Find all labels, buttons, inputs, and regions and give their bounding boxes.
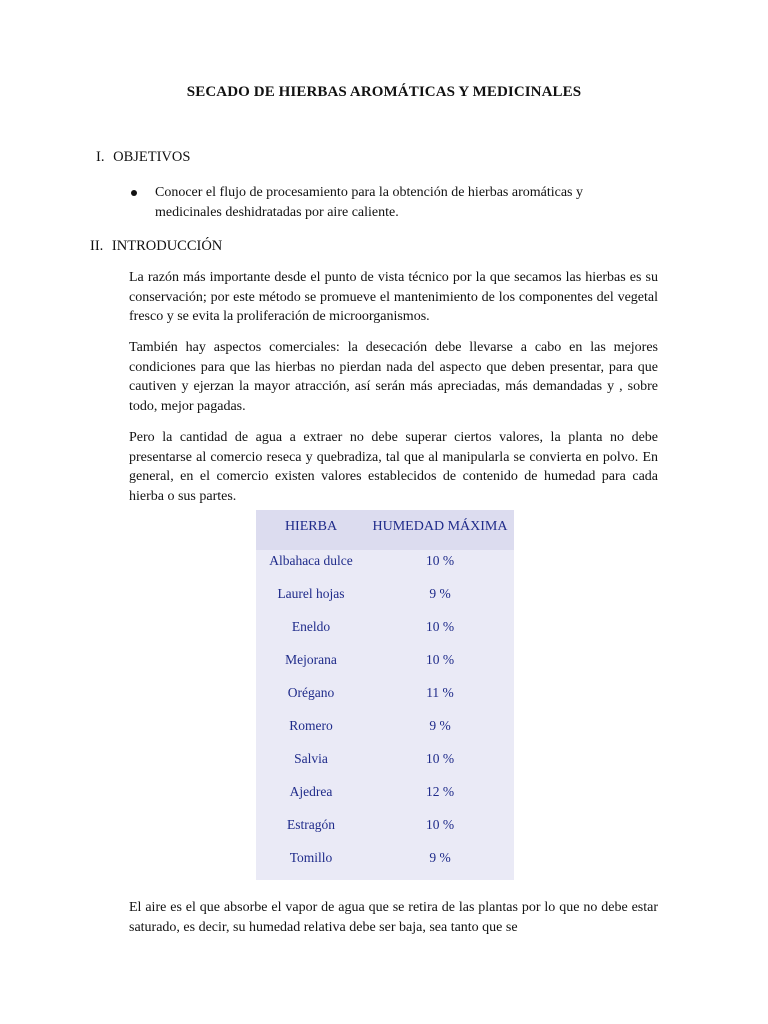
intro-paragraph: También hay aspectos comerciales: la desecación debe llevarse a cabo en las mejores condiciones para que las hierbas no pierdan nada del aspecto que deben presentar, para que cautiven y ejerzan la mayor atracción, así serán más apreciadas, más demandadas y , sobre todo, mejor pagadas. bbox=[129, 340, 658, 414]
table-cell-herb: Ajedrea bbox=[289, 784, 333, 799]
table-cell-humidity: 10 % bbox=[425, 751, 455, 766]
intro-paragraph: Pero la cantidad de agua a extraer no debe superar ciertos valores, la planta no debe presentarse al comercio reseca y quebradiza, tal que al manipularla se convierta en polvo. En general, en el comercio existen valores establecidos de contenido de humedad para cada hierba o sus partes. bbox=[129, 430, 658, 504]
table-cell-herb: Romero bbox=[289, 718, 333, 733]
table-cell-humidity: 12 % bbox=[425, 784, 455, 799]
table-cell-humidity: 9 % bbox=[429, 718, 451, 733]
intro-paragraph: El aire es el que absorbe el vapor de agua que se retira de las plantas por lo que no debe estar saturado, es decir, su humedad relativa debe ser baja, sea tanto que se bbox=[129, 900, 658, 935]
table-cell-humidity: 11 % bbox=[426, 685, 454, 700]
section-title: INTRODUCCIÓN bbox=[111, 238, 223, 254]
section-title: OBJETIVOS bbox=[113, 149, 191, 165]
table-cell-humidity: 9 % bbox=[429, 850, 451, 865]
table-cell-herb: Salvia bbox=[294, 751, 328, 766]
table-cell-herb: Tomillo bbox=[289, 850, 333, 865]
table-cell-humidity: 10 % bbox=[425, 817, 455, 832]
table-cell-humidity: 10 % bbox=[425, 652, 455, 667]
document-title: SECADO DE HIERBAS AROMÁTICAS Y MEDICINALES bbox=[186, 84, 582, 100]
table-cell-herb: Eneldo bbox=[291, 619, 331, 634]
table-cell-herb: Orégano bbox=[287, 685, 335, 700]
bullet-icon bbox=[131, 190, 137, 196]
table-cell-humidity: 10 % bbox=[425, 619, 455, 634]
table-cell-humidity: 9 % bbox=[429, 586, 451, 601]
objective-text: Conocer el flujo de procesamiento para la obtención de hierbas aromáticas y medicinales deshidratadas por aire caliente. bbox=[155, 185, 583, 220]
intro-paragraph: La razón más importante desde el punto de vista técnico por la que secamos las hierbas es su conservación; por este método se promueve el mantenimiento de los componentes del vegetal fresco y se evita la proliferación de microorganismos. bbox=[129, 270, 658, 324]
table-cell-herb: Albahaca dulce bbox=[269, 553, 353, 568]
section-heading-introduccion bbox=[90, 238, 222, 255]
humidity-table bbox=[256, 510, 514, 880]
table-cell-herb: Mejorana bbox=[285, 652, 337, 667]
table-header-herb: HIERBA bbox=[284, 519, 338, 534]
section-heading-objetivos bbox=[96, 149, 190, 166]
table-cell-humidity: 10 % bbox=[425, 553, 455, 568]
table-header-humidity: HUMEDAD MÁXIMA bbox=[372, 519, 508, 534]
table-header-row bbox=[256, 510, 514, 550]
section-number: II. bbox=[90, 238, 104, 254]
section-number: I. bbox=[96, 149, 105, 165]
table-cell-herb: Estragón bbox=[287, 817, 335, 832]
table-cell-herb: Laurel hojas bbox=[277, 586, 345, 601]
